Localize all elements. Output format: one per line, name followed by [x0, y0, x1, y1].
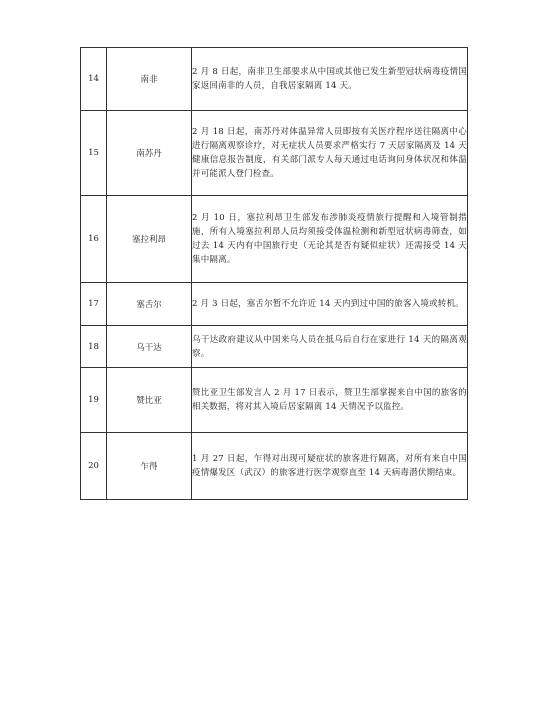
country-name: 南非 [107, 48, 192, 111]
table-row [81, 433, 468, 500]
table-row [81, 196, 468, 283]
country-name: 塞舌尔 [107, 283, 192, 326]
measure-description: 2 月 10 日，塞拉利昂卫生部发布涉肺炎疫情旅行提醒和入境管制措施，所有入境塞拉利昂人员均须接受体温检测和新型冠状病毒筛查，如过去 14 天内有中国旅行史（无论其是否有疑似症状）还需接受 14 天集中隔离。 [192, 196, 468, 283]
country-name: 塞拉利昂 [107, 196, 192, 283]
row-number: 20 [81, 433, 107, 500]
country-measures-table [80, 47, 468, 500]
row-number: 15 [81, 111, 107, 196]
measure-description: 2 月 3 日起，塞舌尔暂不允许近 14 天内到过中国的旅客入境或转机。 [192, 283, 468, 326]
table-row [81, 111, 468, 196]
table-row [81, 283, 468, 326]
table-row [81, 368, 468, 433]
row-number: 17 [81, 283, 107, 326]
measure-description: 2 月 8 日起，南非卫生部要求从中国或其他已发生新型冠状病毒疫情国家返回南非的人员，自我居家隔离 14 天。 [192, 48, 468, 111]
measure-description: 2 月 18 日起，南苏丹对体温异常人员即按有关医疗程序送往隔离中心进行隔离观察诊疗，对无症状人员要求严格实行 7 天居家隔离及 14 天健康信息报告制度，有关部门派专人每天通过电话询问身体状况和体温并可能派人登门检查。 [192, 111, 468, 196]
row-number: 14 [81, 48, 107, 111]
table-row [81, 48, 468, 111]
country-name: 乌干达 [107, 326, 192, 368]
row-number: 19 [81, 368, 107, 433]
row-number: 16 [81, 196, 107, 283]
table-row [81, 326, 468, 368]
row-number: 18 [81, 326, 107, 368]
measure-description: 1 月 27 日起，乍得对出现可疑症状的旅客进行隔离，对所有来自中国疫情爆发区（武汉）的旅客进行医学观察直至 14 天病毒潜伏期结束。 [192, 433, 468, 500]
measure-description: 赞比亚卫生部发言人 2 月 17 日表示，赞卫生部掌握来自中国的旅客的相关数据，将对其入境后居家隔离 14 天情况予以监控。 [192, 368, 468, 433]
measure-description: 乌干达政府建议从中国来乌人员在抵乌后自行在家进行 14 天的隔离观察。 [192, 326, 468, 368]
country-name: 南苏丹 [107, 111, 192, 196]
country-name: 赞比亚 [107, 368, 192, 433]
country-name: 乍得 [107, 433, 192, 500]
